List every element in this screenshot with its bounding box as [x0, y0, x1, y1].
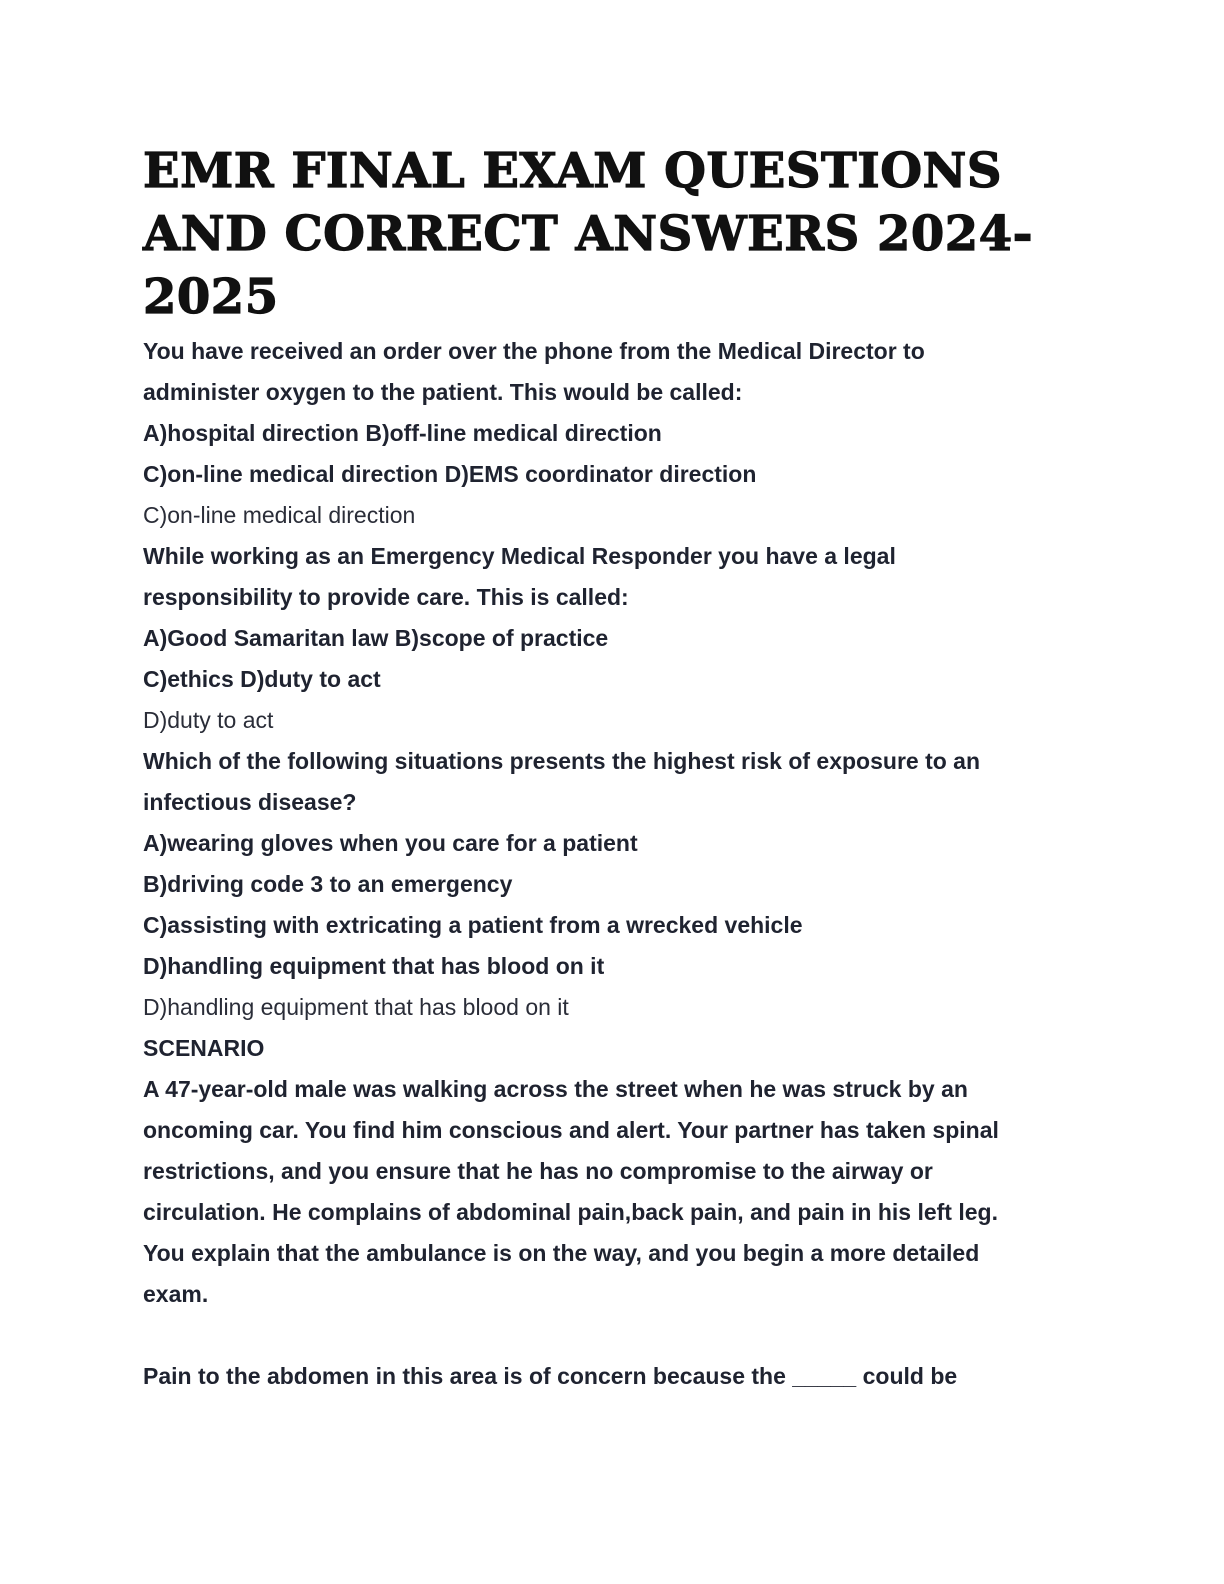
question-text: administer oxygen to the patient. This would be called: [143, 379, 743, 405]
question-text: Pain to the abdomen in this area is of concern because the _____ could be [143, 1363, 958, 1389]
scenario-text: exam. [143, 1281, 209, 1307]
correct-answer: D)duty to act [143, 707, 274, 733]
document-page [143, 140, 1083, 1397]
answer-options: A)Good Samaritan law B)scope of practice [143, 625, 609, 651]
question-text: Which of the following situations presents the highest risk of exposure to an [143, 748, 981, 774]
blank-line [143, 1315, 1083, 1356]
scenario-text: circulation. He complains of abdominal pain,back pain, and pain in his left leg. [143, 1199, 998, 1225]
title-line-1: EMR FINAL EXAM QUESTIONS [143, 143, 1003, 199]
document-body [143, 331, 1083, 1397]
question-text: infectious disease? [143, 789, 357, 815]
answer-option: A)wearing gloves when you care for a patient [143, 830, 638, 856]
answer-options: A)hospital direction B)off-line medical direction [143, 420, 662, 446]
answer-option: C)assisting with extricating a patient from a wrecked vehicle [143, 912, 803, 938]
correct-answer: C)on-line medical direction [143, 502, 416, 528]
scenario-heading: SCENARIO [143, 1035, 265, 1061]
scenario-text: A 47-year-old male was walking across the street when he was struck by an [143, 1076, 968, 1102]
question-text: While working as an Emergency Medical Responder you have a legal [143, 543, 896, 569]
correct-answer: D)handling equipment that has blood on it [143, 994, 569, 1020]
scenario-text: oncoming car. You find him conscious and alert. Your partner has taken spinal [143, 1117, 999, 1143]
title-line-3: 2025 [143, 269, 279, 325]
scenario-text: restrictions, and you ensure that he has no compromise to the airway or [143, 1158, 933, 1184]
question-text: responsibility to provide care. This is called: [143, 584, 629, 610]
answer-option: D)handling equipment that has blood on it [143, 953, 605, 979]
title-line-2: AND CORRECT ANSWERS 2024- [143, 206, 1034, 262]
document-title [143, 140, 1083, 329]
answer-options: C)on-line medical direction D)EMS coordinator direction [143, 461, 757, 487]
scenario-text: You explain that the ambulance is on the way, and you begin a more detailed [143, 1240, 980, 1266]
answer-option: B)driving code 3 to an emergency [143, 871, 513, 897]
answer-options: C)ethics D)duty to act [143, 666, 381, 692]
question-text: You have received an order over the phone from the Medical Director to [143, 338, 925, 364]
